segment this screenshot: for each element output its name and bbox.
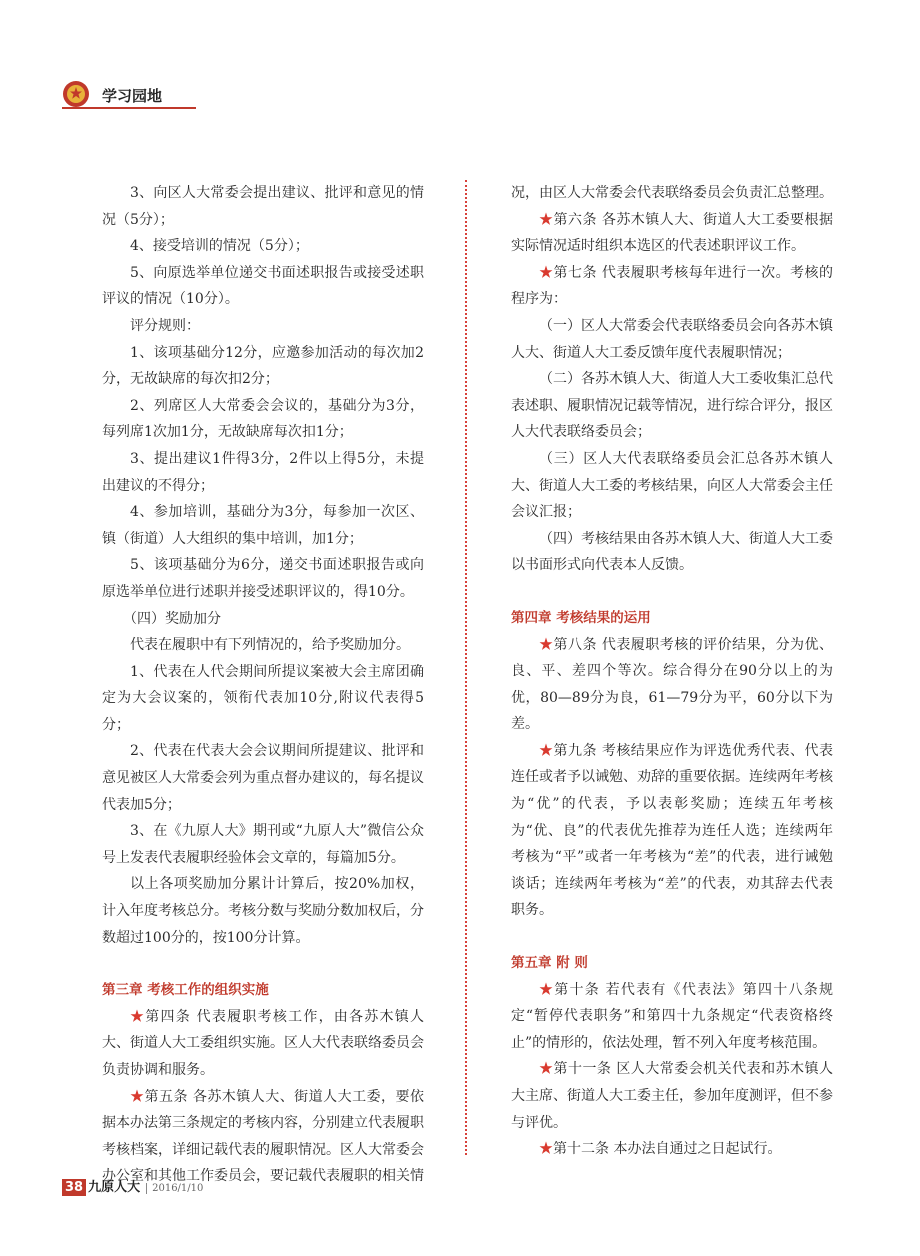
star-icon: ★ <box>539 981 555 998</box>
right-column <box>511 180 833 1163</box>
paragraph: 2、列席区人大常委会会议的，基础分为3分，每列席1次加1分，无故缺席每次扣1分； <box>102 397 424 441</box>
chapter-4-title: 第四章 考核结果的运用 <box>511 609 651 626</box>
star-icon: ★ <box>539 1061 554 1078</box>
paragraph: 2、代表在代表大会会议期间所提建议、批评和意见被区人大常委会列为重点督办建议的，每名提议代表加5分； <box>102 743 424 813</box>
page-footer <box>62 1176 203 1198</box>
chapter-3-title: 第三章 考核工作的组织实施 <box>102 982 269 999</box>
paragraph: 3、在《九原人大》期刊或“九原人大”微信公众号上发表代表履职经验体会文章的，每篇加5分。 <box>102 823 424 866</box>
star-icon: ★ <box>130 1008 146 1025</box>
article: ★第四条 代表履职考核工作，由各苏木镇人大、街道人大工委组织实施。区人大代表联络委员会负责协调和服务。 <box>102 1008 425 1078</box>
star-icon: ★ <box>539 742 554 759</box>
paragraph: 3、向区人大常委会提出建议、批评和意见的情况（5分）； <box>102 185 424 228</box>
paragraph: 1、该项基础分12分，应邀参加活动的每次加2分，无故缺席的每次扣2分； <box>102 344 424 388</box>
magazine-name: 九原人大 <box>88 1180 141 1195</box>
paragraph: 5、向原选举单位递交书面述职报告或接受述职评议的情况（10分）。 <box>102 264 424 308</box>
national-emblem-icon <box>62 80 90 108</box>
article: ★第六条 各苏木镇人大、街道人大工委要根据实际情况适时组织本选区的代表述职评议工作。 <box>511 211 834 255</box>
star-icon: ★ <box>539 636 554 653</box>
paragraph: 1、代表在人代会期间所提议案被大会主席团确定为大会议案的，领衔代表加10分,附议代表得5分； <box>102 663 424 733</box>
procedure-item: （二）各苏木镇人大、街道人大工委收集汇总代表述职、履职情况记载等情况，进行综合评分，报区人大代表联络委员会； <box>511 371 833 441</box>
star-icon: ★ <box>539 264 554 281</box>
page-number: 38 <box>62 1179 86 1196</box>
issue-date: 2016/1/10 <box>146 1183 203 1194</box>
article: ★第九条 考核结果应作为评选优秀代表、代表连任或者予以诫勉、劝辞的重要依据。连续两年考核为“优”的代表，予以表彰奖励；连续五年考核为“优、良”的代表优先推荐为连任人选；连续两年考核为“平”或者一年考核为“差”的代表，进行诫勉谈话；连续两年考核为“差”的代表，劝其辞去代表职务。 <box>511 742 834 919</box>
procedure-item: （四）考核结果由各苏木镇人大、街道人大工委以书面形式向代表本人反馈。 <box>511 530 833 574</box>
paragraph: 以上各项奖励加分累计计算后，按20%加权，计入年度考核总分。考核分数与奖励分数加权后，分数超过100分的，按100分计算。 <box>102 876 424 946</box>
procedure-item: （一）区人大常委会代表联络委员会向各苏木镇人大、街道人大工委反馈年度代表履职情况； <box>511 317 833 361</box>
article: ★第八条 代表履职考核的评价结果，分为优、良、平、差四个等次。综合得分在90分以上的为优，80—89分为良，61—79分为平，60分以下为差。 <box>511 636 834 733</box>
paragraph: 4、参加培训，基础分为3分，每参加一次区、镇（街道）人大组织的集中培训，加1分； <box>102 504 424 547</box>
header-rule <box>62 107 196 109</box>
section-subheading: （四）奖励加分 <box>123 610 221 627</box>
article: ★第五条 各苏木镇人大、街道人大工委，要依据本办法第三条规定的考核内容，分别建立代表履职考核档案，详细记载代表的履职情况。区人大常委会办公室和其他工作委员会，要记载代表履职的相关情 <box>102 1088 425 1185</box>
paragraph: 4、接受培训的情况（5分）； <box>130 238 309 255</box>
article: ★第十二条 本办法自通过之日起试行。 <box>539 1141 782 1158</box>
star-icon: ★ <box>539 1141 553 1158</box>
paragraph: 5、该项基础分为6分，递交书面述职报告或向原选举单位进行述职并接受述职评议的，得10分。 <box>102 557 424 600</box>
chapter-5-title: 第五章 附 则 <box>511 955 588 972</box>
article: ★第十条 若代表有《代表法》第四十八条规定“暂停代表职务”和第四十九条规定“代表资格终止”的情形的，依法处理，暂不列入年度考核范围。 <box>511 981 834 1051</box>
article: ★第七条 代表履职考核每年进行一次。考核的程序为： <box>511 264 834 308</box>
column-divider <box>465 180 467 1155</box>
star-icon: ★ <box>130 1088 145 1105</box>
procedure-item: （三）区人大代表联络委员会汇总各苏木镇人大、街道人大工委的考核结果，向区人大常委会主任会议汇报； <box>511 450 833 521</box>
paragraph: 代表在履职中有下列情况的，给予奖励加分。 <box>130 637 410 654</box>
paragraph: 评分规则： <box>130 317 200 334</box>
paragraph: 3、提出建议1件得3分，2件以上得5分，未提出建议的不得分； <box>102 450 424 494</box>
star-icon: ★ <box>539 211 554 228</box>
article: ★第十一条 区人大常委会机关代表和苏木镇人大主席、街道人大工委主任，参加年度测评，但不参与评优。 <box>511 1061 834 1131</box>
left-column <box>102 180 424 1190</box>
section-name: 学习园地 <box>102 87 163 105</box>
paragraph: 况，由区人大常委会代表联络委员会负责汇总整理。 <box>511 185 833 201</box>
